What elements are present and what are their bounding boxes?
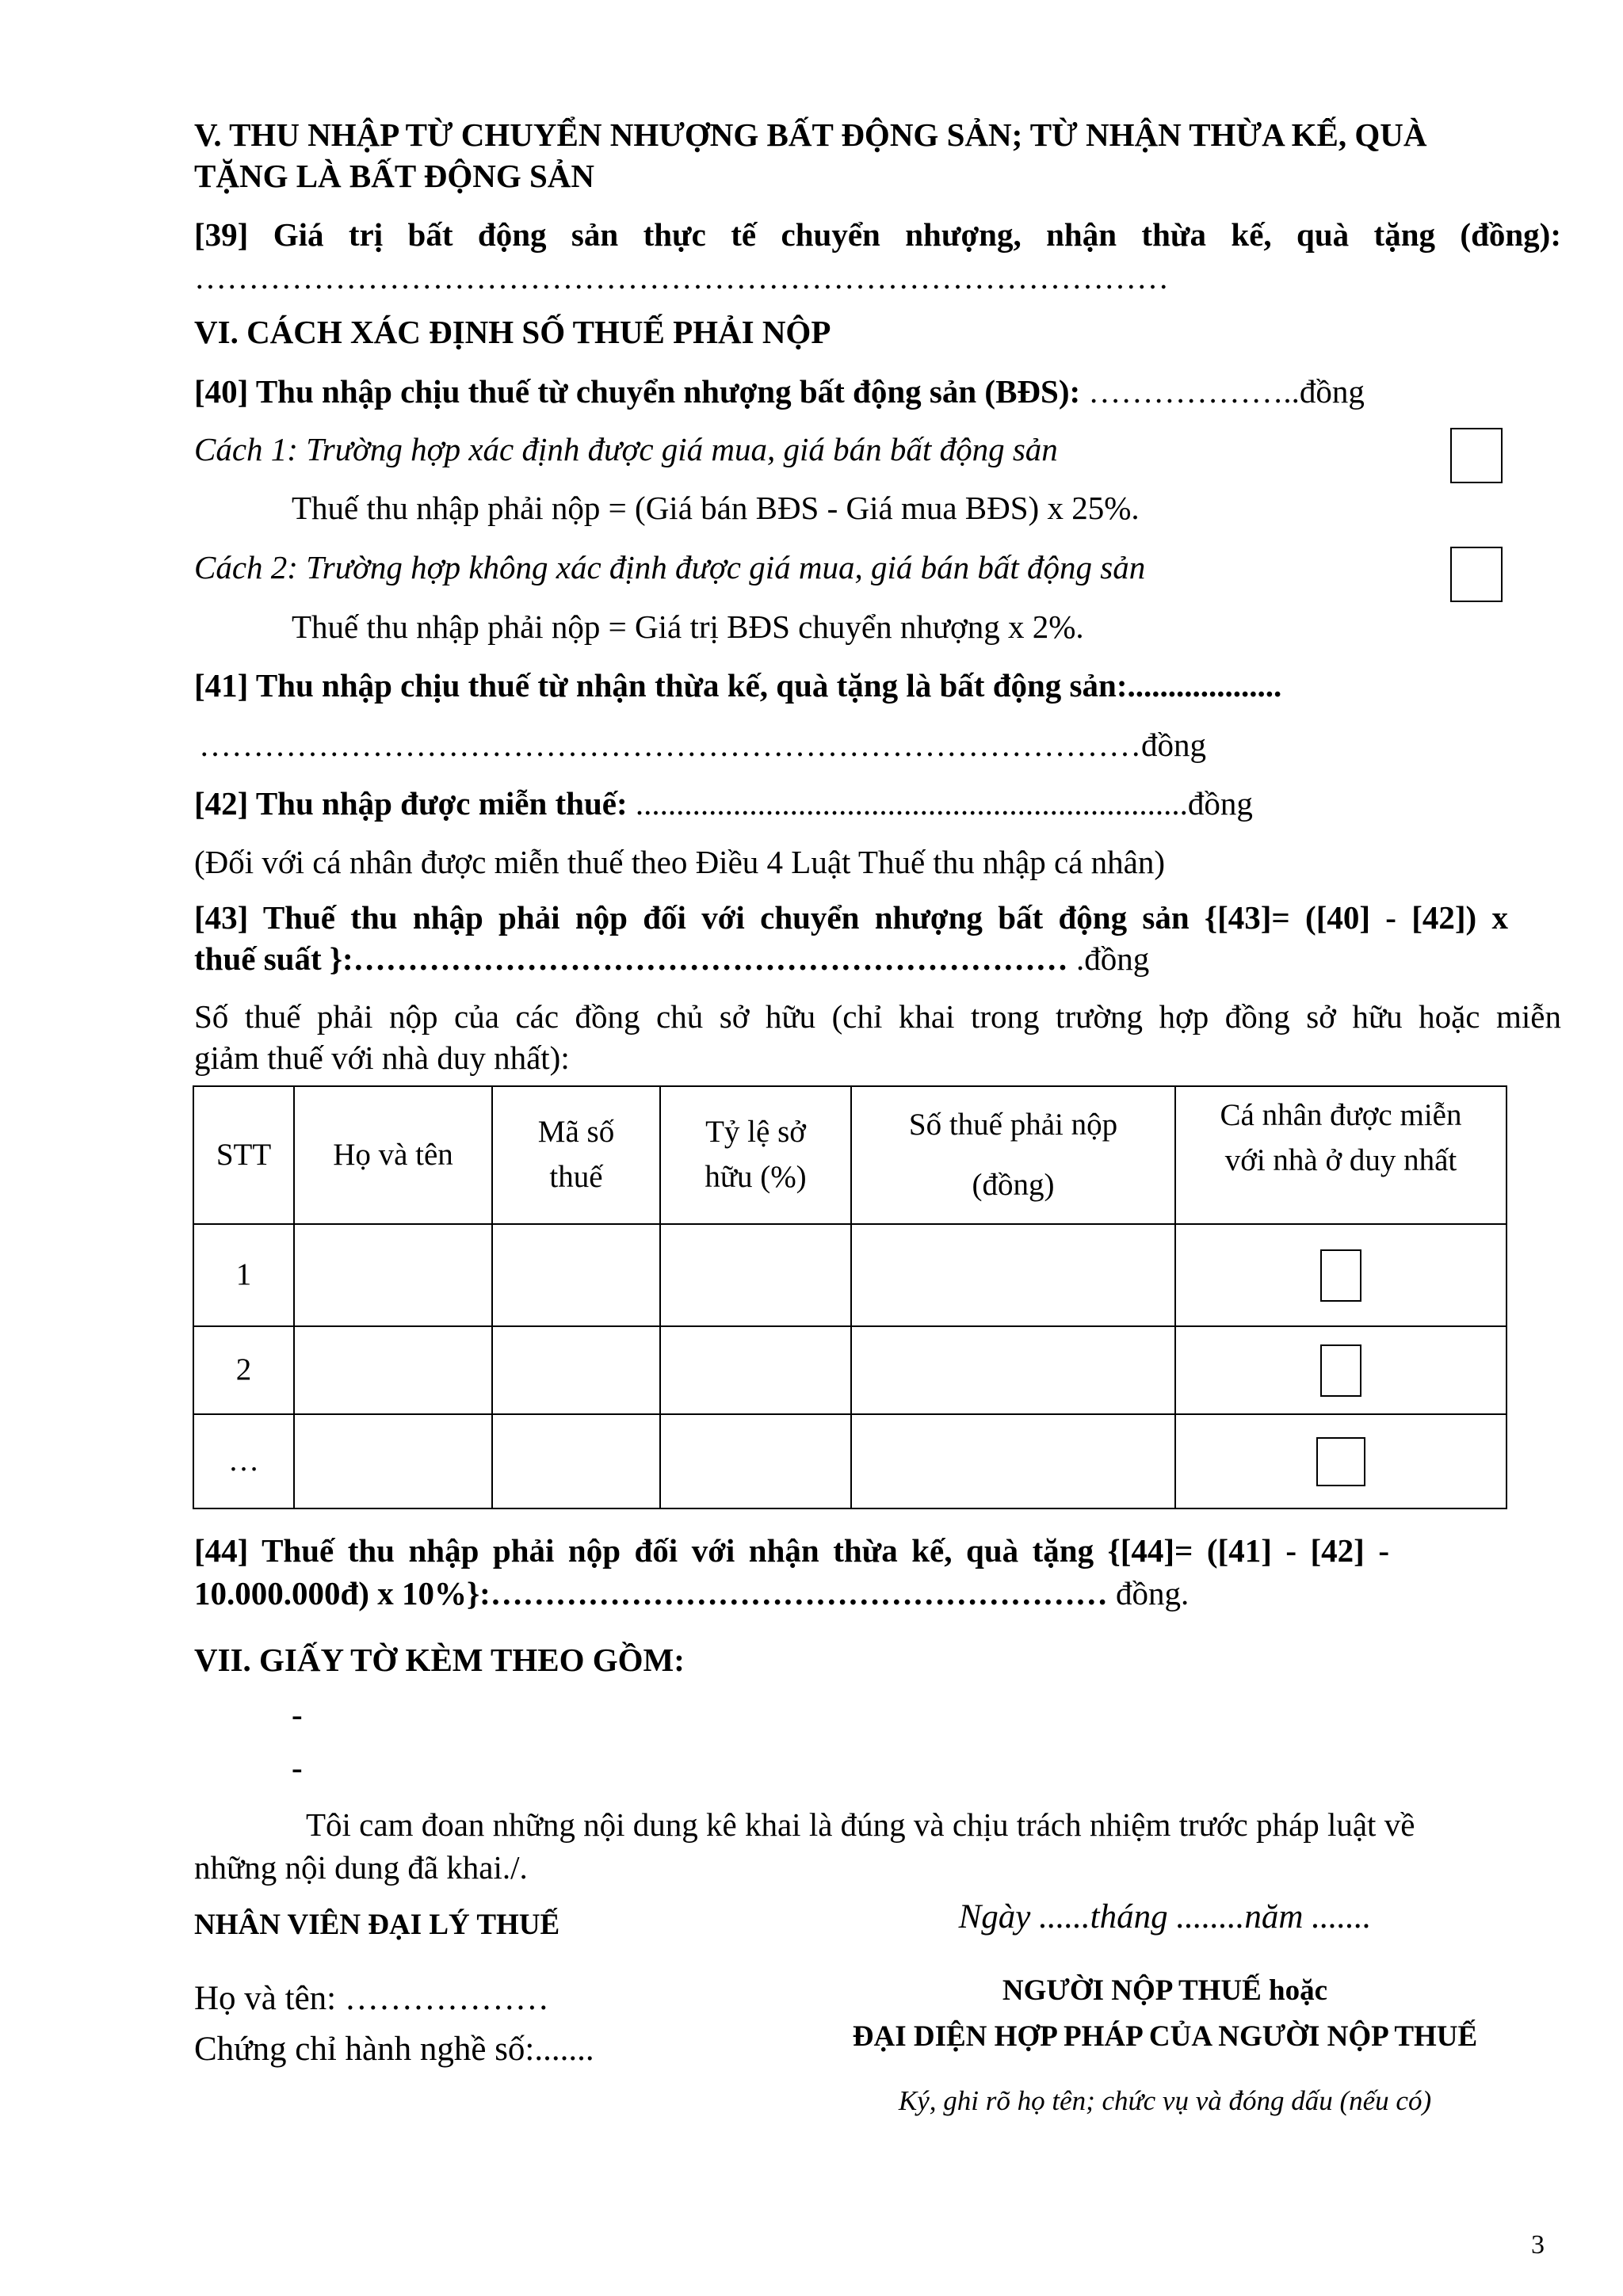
item-41-field[interactable]: ……………………………………………………………………………đồng xyxy=(199,727,1206,763)
signature-date[interactable]: Ngày ......tháng ........năm ....... xyxy=(958,1898,1372,1936)
row-exempt-checkbox[interactable] xyxy=(1320,1249,1361,1302)
header-tax-code-line1: Mã số xyxy=(537,1115,615,1150)
header-tax-payable xyxy=(851,1086,1175,1224)
header-tax-payable-line2: (đồng) xyxy=(972,1168,1055,1202)
item-43-line2 xyxy=(194,940,1149,978)
agent-title: NHÂN VIÊN ĐẠI LÝ THUẾ xyxy=(194,1909,560,1941)
page-number: 3 xyxy=(1531,2230,1545,2260)
row-tax-cell[interactable] xyxy=(851,1414,1175,1508)
row-name-cell[interactable] xyxy=(294,1414,492,1508)
row-tax-code-cell[interactable] xyxy=(492,1224,660,1326)
item-40-line xyxy=(194,372,1365,411)
section-5-title-line2: TẶNG LÀ BẤT ĐỘNG SẢN xyxy=(194,158,594,194)
item-42-label: [42] Thu nhập được miễn thuế: xyxy=(194,785,628,822)
row-tax-code-cell[interactable] xyxy=(492,1414,660,1508)
row-stt: 2 xyxy=(193,1326,294,1414)
row-tax-code-cell[interactable] xyxy=(492,1326,660,1414)
method-1-checkbox[interactable] xyxy=(1450,428,1503,483)
header-exempt-sole-house xyxy=(1175,1086,1507,1224)
method-1-label: Cách 1: Trường hợp xác định được giá mua, giá bán bất động sản xyxy=(194,431,1058,467)
header-ownership-ratio-line1: Tỷ lệ sở xyxy=(705,1115,806,1150)
section-5-title-line1: V. THU NHẬP TỪ CHUYỂN NHƯỢNG BẤT ĐỘNG SẢN; TỪ NHẬN THỪA KẾ, QUÀ xyxy=(194,116,1427,153)
taxpayer-title-line2: ĐẠI DIỆN HỢP PHÁP CỦA NGƯỜI NỘP THUẾ xyxy=(852,2020,1478,2053)
section-6-title: VI. CÁCH XÁC ĐỊNH SỐ THUẾ PHẢI NỘP xyxy=(194,314,831,350)
item-39-label: [39] Giá trị bất động sản thực tế chuyển nhượng, nhận thừa kế, quà tặng (đồng): xyxy=(194,216,1561,253)
row-exempt-cell xyxy=(1175,1414,1507,1508)
item-42-note: (Đối với cá nhân được miễn thuế theo Điều 4 Luật Thuế thu nhập cá nhân) xyxy=(194,844,1165,880)
table-row xyxy=(193,1326,1507,1414)
agent-name-field[interactable]: Họ và tên: ……………… xyxy=(194,1980,549,2017)
row-stt: … xyxy=(193,1414,294,1508)
row-tax-cell[interactable] xyxy=(851,1224,1175,1326)
item-44-line1: [44] Thuế thu nhập phải nộp đối với nhận thừa kế, quà tặng {[44]= ([41] - [42] - xyxy=(194,1532,1389,1569)
row-name-cell[interactable] xyxy=(294,1326,492,1414)
item-44-line2 xyxy=(194,1574,1189,1613)
header-stt: STT xyxy=(193,1086,294,1224)
method-2-formula: Thuế thu nhập phải nộp = Giá trị BĐS chuyển nhượng x 2%. xyxy=(292,608,1084,645)
row-exempt-checkbox[interactable] xyxy=(1320,1344,1361,1397)
item-42-line xyxy=(194,784,1253,823)
taxpayer-title-line1: NGƯỜI NỘP THUẾ hoặc xyxy=(1002,1974,1328,2007)
header-tax-code-line2: thuế xyxy=(549,1160,603,1194)
row-stt: 1 xyxy=(193,1224,294,1326)
table-row xyxy=(193,1414,1507,1508)
item-43-line1: [43] Thuế thu nhập phải nộp đối với chuyển nhượng bất động sản {[43]= ([40] - [42]) x xyxy=(194,899,1508,936)
co-owner-intro-line1: Số thuế phải nộp của các đồng chủ sở hữu (chỉ khai trong trường hợp đồng sở hữu hoặc miễn xyxy=(194,998,1561,1035)
signature-instruction: Ký, ghi rõ họ tên; chức vụ và đóng dấu (nếu có) xyxy=(898,2085,1432,2116)
method-2-checkbox[interactable] xyxy=(1450,547,1503,602)
co-owner-intro-line2: giảm thuế với nhà duy nhất): xyxy=(194,1039,570,1076)
row-exempt-checkbox[interactable] xyxy=(1316,1437,1365,1486)
table-row xyxy=(193,1224,1507,1326)
header-tax-code xyxy=(492,1086,660,1224)
item-41-label: [41] Thu nhập chịu thuế từ nhận thừa kế, quà tặng là bất động sản:................... xyxy=(194,667,1282,704)
item-44-field[interactable]: 10.000.000đ) x 10%}:………………………………………………… xyxy=(194,1575,1108,1611)
item-43-unit: .đồng xyxy=(1075,940,1150,977)
row-exempt-cell xyxy=(1175,1326,1507,1414)
table-header-row xyxy=(193,1086,1507,1224)
item-40-label: [40] Thu nhập chịu thuế từ chuyển nhượng bất động sản (BĐS): xyxy=(194,373,1081,410)
item-43-field[interactable]: thuế suất }:………………………………………………………… xyxy=(194,940,1076,977)
row-ratio-cell[interactable] xyxy=(660,1224,851,1326)
declaration-line1: Tôi cam đoan những nội dung kê khai là đúng và chịu trách nhiệm trước pháp luật về xyxy=(306,1806,1415,1843)
item-42-field[interactable]: ....................................................................đồng xyxy=(627,785,1253,822)
attachment-bullet-2[interactable]: - xyxy=(292,1749,303,1786)
attachment-bullet-1[interactable]: - xyxy=(292,1696,303,1733)
header-ownership-ratio xyxy=(660,1086,851,1224)
row-ratio-cell[interactable] xyxy=(660,1326,851,1414)
row-exempt-cell xyxy=(1175,1224,1507,1326)
co-owner-table xyxy=(193,1085,1507,1509)
item-40-field[interactable]: ………………..đồng xyxy=(1080,373,1365,410)
declaration-line2: những nội dung đã khai./. xyxy=(194,1849,528,1886)
header-exempt-line1: Cá nhân được miễn xyxy=(1220,1098,1462,1132)
row-name-cell[interactable] xyxy=(294,1224,492,1326)
row-ratio-cell[interactable] xyxy=(660,1414,851,1508)
header-full-name: Họ và tên xyxy=(294,1086,492,1224)
header-tax-payable-line1: Số thuế phải nộp xyxy=(908,1107,1118,1142)
header-exempt-line2: với nhà ở duy nhất xyxy=(1224,1142,1457,1177)
item-39-dots[interactable]: ……………………………………………………………………………… xyxy=(194,259,1169,296)
method-2-label: Cách 2: Trường hợp không xác định được giá mua, giá bán bất động sản xyxy=(194,549,1146,585)
agent-certificate-field[interactable]: Chứng chỉ hành nghề số:....... xyxy=(194,2031,594,2068)
item-44-unit: đồng. xyxy=(1107,1575,1190,1611)
section-7-title: VII. GIẤY TỜ KÈM THEO GỒM: xyxy=(194,1642,685,1678)
row-tax-cell[interactable] xyxy=(851,1326,1175,1414)
method-1-formula: Thuế thu nhập phải nộp = (Giá bán BĐS - Giá mua BĐS) x 25%. xyxy=(292,490,1140,526)
header-ownership-ratio-line2: hữu (%) xyxy=(705,1160,807,1194)
